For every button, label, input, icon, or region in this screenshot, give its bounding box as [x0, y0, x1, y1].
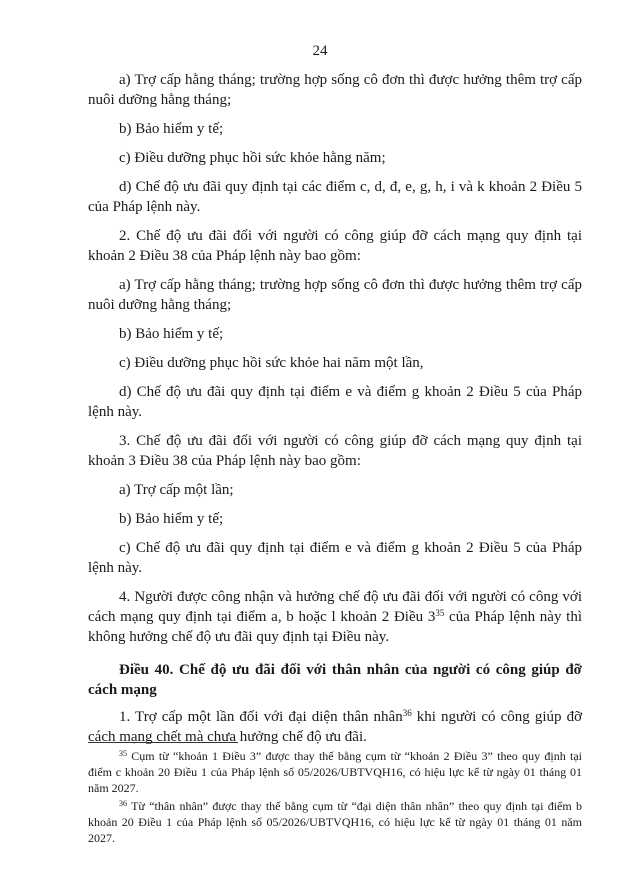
- paragraph: c) Chế độ ưu đãi quy định tại điểm e và điểm g khoản 2 Điều 5 của Pháp lệnh này.: [88, 540, 582, 576]
- paragraph: c) Điều dưỡng phục hồi sức khỏe hai năm một lần,: [119, 355, 424, 371]
- paragraph: b) Bảo hiểm y tế;: [119, 326, 224, 342]
- footnote-text: Từ “thân nhân” được thay thế bằng cụm từ “đại diện thân nhân” theo quy định tại điểm b khoản 20 Điều 1 của Pháp lệnh số 05/2026/UBTVQH16, có hiệu lực kể từ ngày 01 tháng 01 năm 2027.: [88, 799, 582, 845]
- paragraph: b) Bảo hiểm y tế;: [119, 121, 224, 137]
- footnote-ref-35[interactable]: 35: [435, 608, 445, 618]
- paragraph: a) Trợ cấp một lần;: [119, 482, 234, 498]
- article-heading: Điều 40. Chế độ ưu đãi đối với thân nhân của người có công giúp đỡ cách mạng: [88, 662, 582, 698]
- paragraph: a) Trợ cấp hằng tháng; trường hợp sống cô đơn thì được hưởng thêm trợ cấp nuôi dưỡng hằng tháng;: [88, 72, 582, 108]
- paragraph: 2. Chế độ ưu đãi đối với người có công giúp đỡ cách mạng quy định tại khoản 2 Điều 38 của Pháp lệnh này bao gồm:: [88, 228, 582, 264]
- footnote-text: Cụm từ “khoản 1 Điều 3” được thay thế bằng cụm từ “khoản 2 Điều 3” theo quy định tại điểm c khoản 20 Điều 1 của Pháp lệnh số 05/2026/UBTVQH16, có hiệu lực kể từ ngày 01 tháng 01 năm 2027.: [88, 749, 582, 795]
- page-number: 24: [312, 43, 328, 59]
- paragraph: 3. Chế độ ưu đãi đối với người có công giúp đỡ cách mạng quy định tại khoản 3 Điều 38 của Pháp lệnh này bao gồm:: [88, 433, 582, 469]
- footnotes: [88, 748, 582, 848]
- footnote-number: 35: [119, 749, 127, 758]
- paragraph: a) Trợ cấp hằng tháng; trường hợp sống cô đơn thì được hưởng thêm trợ cấp nuôi dưỡng hằng tháng;: [88, 277, 582, 313]
- paragraph: [88, 707, 582, 747]
- footnote-35: [88, 748, 582, 796]
- footnote-separator: [88, 742, 238, 743]
- paragraph-text: 1. Trợ cấp một lần đối với đại diện thân nhân: [119, 709, 403, 725]
- paragraph-text: của Pháp lệnh này thì không hưởng chế độ ưu đãi quy định tại Điều này.: [88, 609, 582, 645]
- paragraph-text: 4. Người được công nhận và hưởng chế độ ưu đãi đối với người có công với cách mạng quy định tại điểm a, b hoặc l khoản 2 Điều 3: [88, 589, 582, 625]
- footnote-number: 36: [119, 799, 127, 808]
- footnote-36: [88, 798, 582, 846]
- paragraph: b) Bảo hiểm y tế;: [119, 511, 224, 527]
- document-body: [88, 70, 582, 756]
- paragraph-text: khi người có công giúp đỡ cách mạng chết mà chưa hưởng chế độ ưu đãi.: [88, 709, 583, 745]
- paragraph: [88, 587, 582, 647]
- paragraph: c) Điều dưỡng phục hồi sức khỏe hằng năm;: [119, 150, 386, 166]
- paragraph: d) Chế độ ưu đãi quy định tại điểm e và điểm g khoản 2 Điều 5 của Pháp lệnh này.: [88, 384, 582, 420]
- footnote-ref-36[interactable]: 36: [402, 708, 412, 718]
- paragraph: d) Chế độ ưu đãi quy định tại các điểm c, d, đ, e, g, h, i và k khoản 2 Điều 5 của Pháp lệnh này.: [88, 179, 582, 215]
